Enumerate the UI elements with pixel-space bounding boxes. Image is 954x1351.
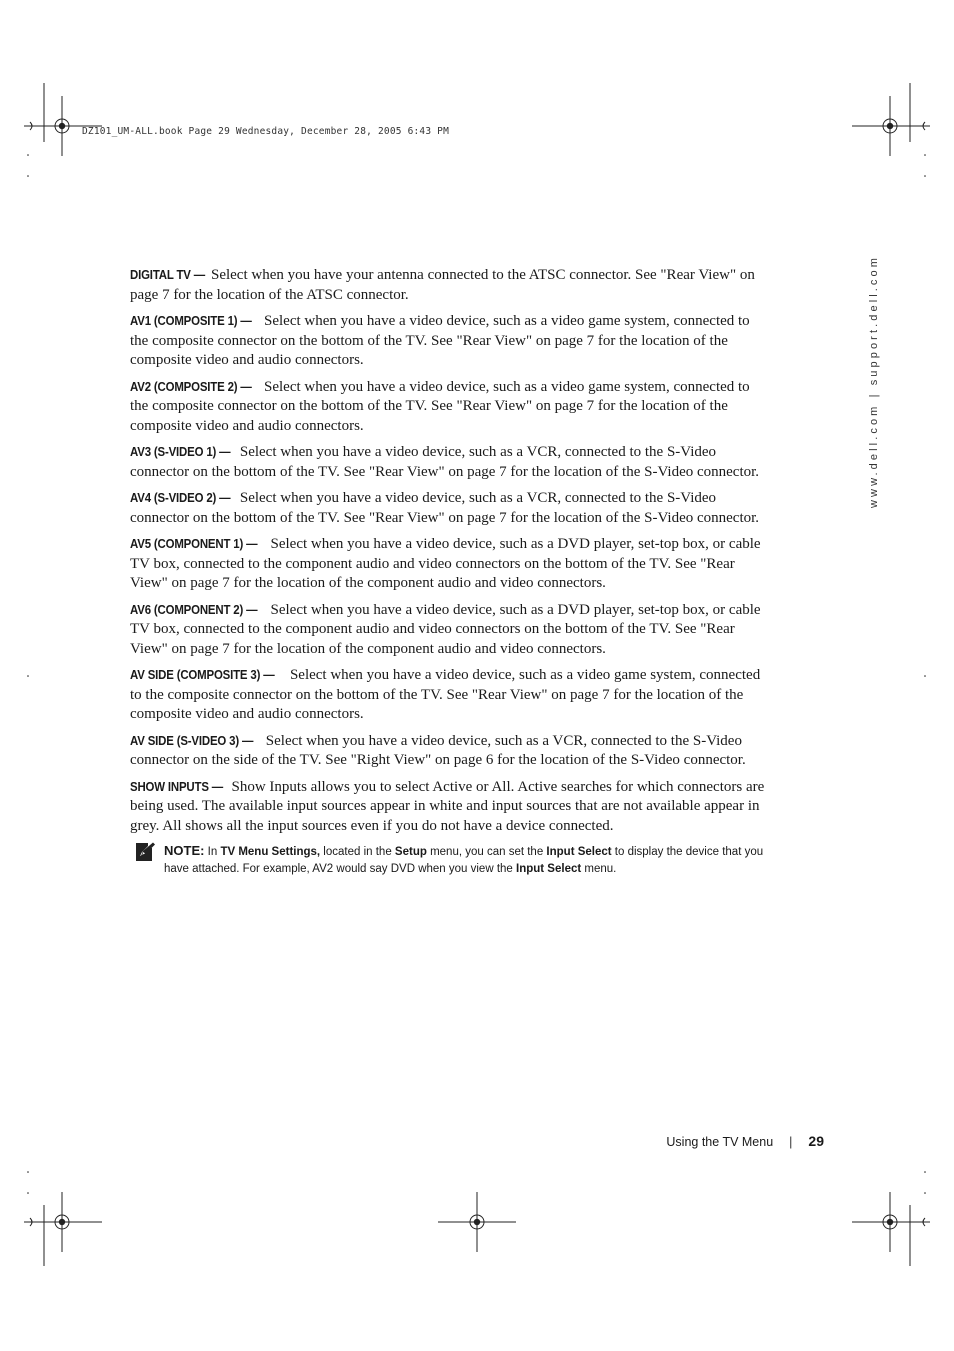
entry-av2 (130, 377, 770, 437)
entry-term: AV3 (S-VIDEO 1) — (130, 444, 231, 459)
entry-text: Select when you have a video device, such as a video game system, connected to the composite connector on the bottom of the TV. See "Rear View" on page 7 for the location of the composite video and audio connectors. (130, 378, 750, 434)
note-bold: Setup (394, 846, 427, 858)
entry-digital-tv (130, 265, 770, 305)
note-text: located in the (320, 846, 395, 858)
note-text: menu. (581, 863, 617, 875)
entry-term: AV5 (COMPONENT 1) — (130, 536, 258, 551)
entry-text: Select when you have a video device, such as a VCR, connected to the S-Video connector on the side of the TV. See "Right View" on page 6 for the location of the S-Video connector. (130, 732, 746, 768)
entry-text: Select when you have a video device, such as a DVD player, set-top box, or cable TV box, connected to the component audio and video connectors on the bottom of the TV. See "Rear View" on page 7 for the location of the component audio and video connectors. (130, 601, 761, 657)
page-number: 29 (808, 1133, 824, 1149)
content (130, 265, 770, 878)
note-text: to display the device that you have attached. For example, AV2 would say DVD when you view the (164, 846, 764, 875)
print-header: DZ101_UM-ALL.book Page 29 Wednesday, December 28, 2005 6:43 PM (82, 126, 450, 137)
entry-term: AV6 (COMPONENT 2) — (130, 601, 258, 617)
entry-text: Select when you have your antenna connected to the ATSC connector. See "Rear View" on page 7 for the location of the ATSC connector. (130, 267, 755, 303)
note-bold: Input Select (546, 846, 612, 858)
entry-term: SHOW INPUTS — (130, 778, 224, 794)
page-footer (560, 1133, 824, 1149)
entry-av4 (130, 488, 770, 528)
entry-text: Select when you have a video device, such as a VCR, connected to the S-Video connector on the bottom of the TV. See "Rear View" on page 7 for the location of the S-Video connector. (130, 444, 760, 480)
note (130, 842, 770, 878)
entry-term: AV SIDE (COMPOSITE 3) — (130, 667, 275, 682)
footer-separator: | (789, 1135, 793, 1149)
entry-av6 (130, 600, 770, 660)
entry-term: DIGITAL TV — (130, 267, 206, 282)
entry-text: Select when you have a video device, such as a video game system, connected to the composite connector on the bottom of the TV. See "Rear View" on page 7 for the location of the composite video and audio connectors. (130, 313, 750, 368)
note-bold: Input Select (516, 863, 582, 875)
pencil-note-icon (134, 842, 156, 862)
footer-section-title: Using the TV Menu (666, 1135, 774, 1149)
entry-text: Select when you have a video device, such as a VCR, connected to the S-Video connector on the bottom of the TV. See "Rear View" on page 7 for the location of the S-Video connector. (130, 490, 760, 526)
entry-text: Select when you have a video device, such as a video game system, connected to the composite connector on the bottom of the TV. See "Rear View" on page 7 for the location of the composite video and audio connectors. (130, 667, 761, 722)
entry-av-side-svideo (130, 731, 770, 771)
note-label: NOTE: (164, 843, 205, 858)
entry-av-side-composite (130, 665, 770, 725)
entry-term: AV SIDE (S-VIDEO 3) — (130, 732, 254, 748)
entry-av3 (130, 442, 770, 482)
entry-term: AV1 (COMPOSITE 1) — (130, 313, 252, 328)
side-url: www.dell.com | support.dell.com (868, 254, 880, 508)
entry-term: AV2 (COMPOSITE 2) — (130, 378, 252, 394)
entry-av1 (130, 311, 770, 371)
entry-text: Show Inputs allows you to select Active or All. Active searches for which connectors are being used. The available input sources appear in white and input sources that are not available appear in grey. All shows all the input sources even if you do not have a device connected. (130, 778, 765, 834)
entry-text: Select when you have a video device, such as a DVD player, set-top box, or cable TV box, connected to the component audio and video connectors on the bottom of the TV. See "Rear View" on page 7 for the location of the component audio and video connectors. (130, 536, 761, 591)
entry-show-inputs (130, 777, 770, 837)
entry-av5 (130, 534, 770, 594)
entry-term: AV4 (S-VIDEO 2) — (130, 490, 231, 505)
note-text: menu, you can set the (426, 846, 547, 858)
note-bold: TV Menu Settings, (220, 846, 321, 858)
note-text: In (204, 846, 221, 858)
